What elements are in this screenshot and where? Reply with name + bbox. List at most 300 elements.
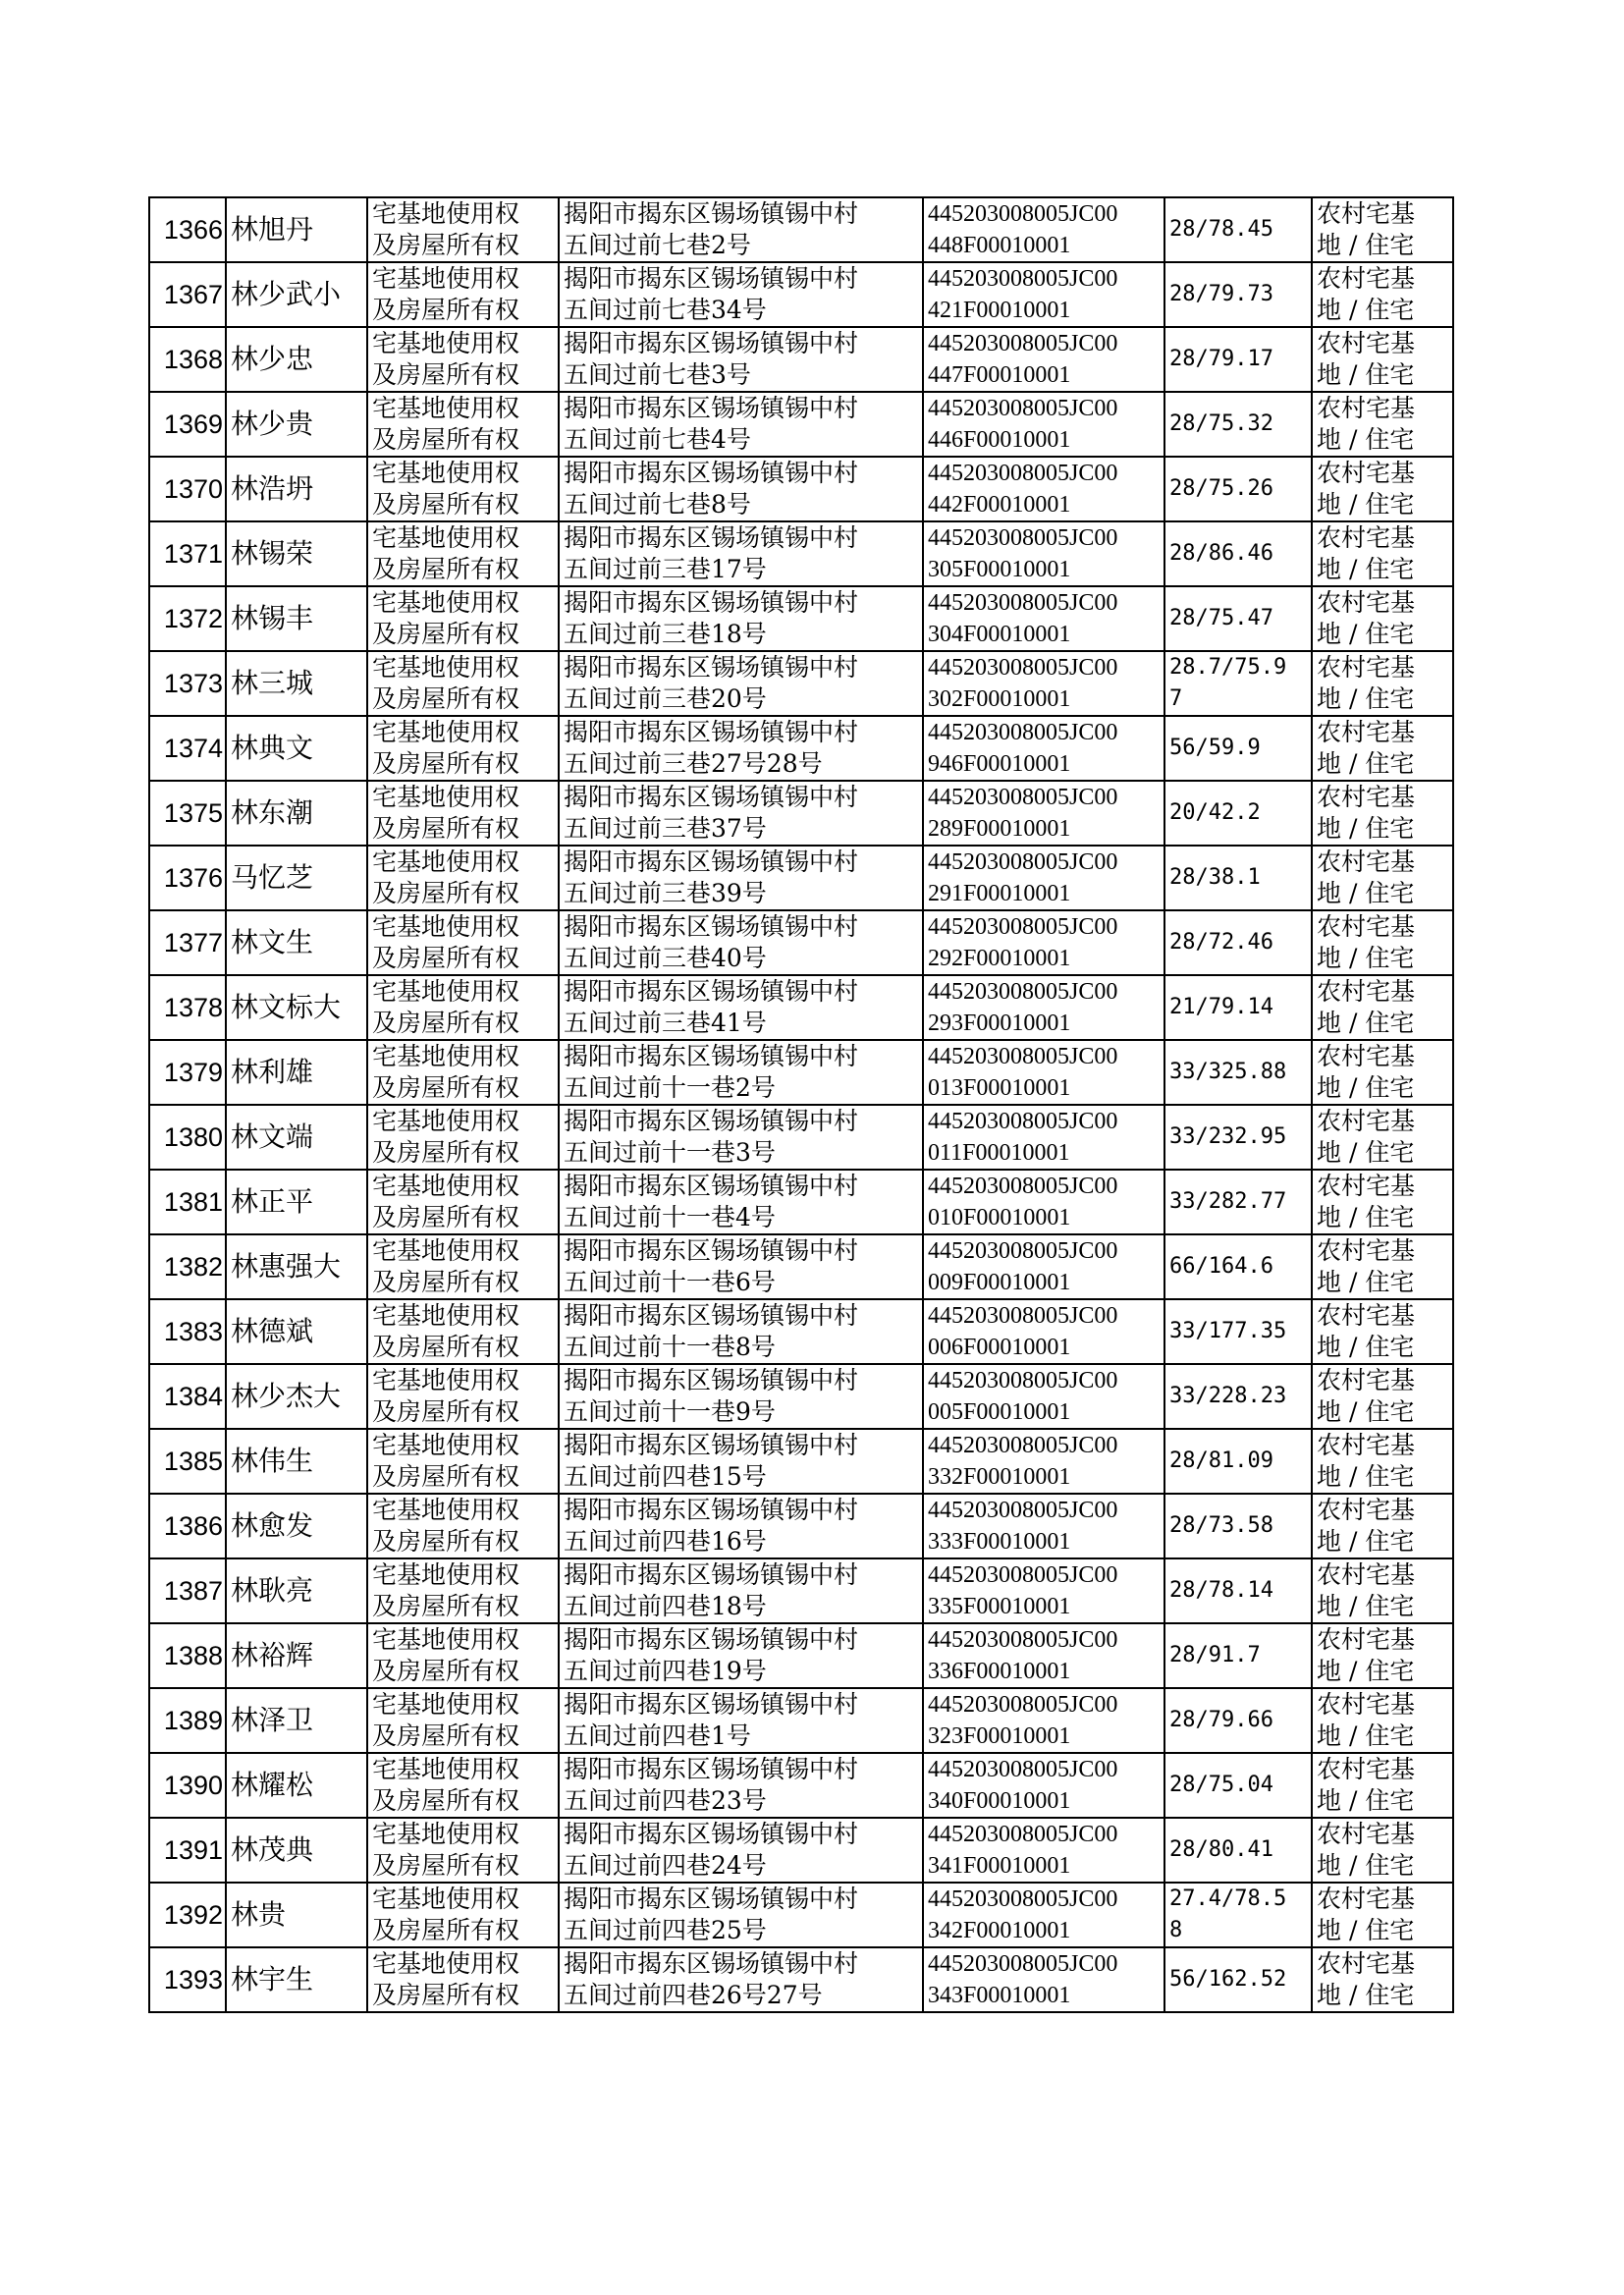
address-cell-line: 揭阳市揭东区锡场镇锡中村 [564, 1172, 859, 1200]
area-cell-line: 33/232.95 [1169, 1124, 1287, 1149]
area-cell [1164, 262, 1312, 327]
right-type-cell-line: 及房屋所有权 [372, 1981, 520, 2009]
land-use-cell-line: 地 / 住宅 [1317, 1721, 1415, 1750]
unit-code-cell-line: 445203008005JC00 [928, 1498, 1118, 1523]
address-cell [559, 1105, 923, 1170]
right-type-cell [367, 197, 559, 262]
right-type-cell-line: 宅基地使用权 [372, 1755, 520, 1783]
address-cell-line: 揭阳市揭东区锡场镇锡中村 [564, 329, 859, 357]
land-use-cell-line: 地 / 住宅 [1317, 231, 1415, 259]
land-use-cell-line: 地 / 住宅 [1317, 1657, 1415, 1685]
land-use-cell-line: 农村宅基 [1317, 1496, 1416, 1524]
address-cell-line: 揭阳市揭东区锡场镇锡中村 [564, 264, 859, 293]
owner-name-cell: 林文端 [226, 1105, 367, 1170]
unit-code-cell [923, 1947, 1164, 2012]
right-type-cell-line: 及房屋所有权 [372, 879, 520, 907]
unit-code-cell-line: 289F00010001 [928, 816, 1071, 842]
address-cell [559, 1753, 923, 1818]
area-cell-line: 28/75.26 [1169, 476, 1273, 501]
land-use-cell-line: 地 / 住宅 [1317, 1592, 1415, 1620]
unit-code-cell-line: 343F00010001 [928, 1983, 1071, 2008]
land-use-cell [1312, 586, 1453, 651]
row-number-cell: 1385 [149, 1429, 226, 1494]
owner-name-cell: 林文标大 [226, 975, 367, 1040]
area-cell [1164, 1818, 1312, 1883]
area-cell-line: 33/282.77 [1169, 1189, 1287, 1214]
address-cell-line: 五间过前七巷3号 [564, 360, 751, 389]
unit-code-cell-line: 333F00010001 [928, 1529, 1071, 1555]
unit-code-cell [923, 910, 1164, 975]
unit-code-cell-line: 445203008005JC00 [928, 785, 1118, 810]
land-use-cell-line: 农村宅基 [1317, 199, 1416, 228]
address-cell [559, 975, 923, 1040]
land-use-cell-line: 地 / 住宅 [1317, 1073, 1415, 1102]
land-use-cell-line: 农村宅基 [1317, 1431, 1416, 1459]
owner-name-cell: 林贵 [226, 1883, 367, 1947]
land-use-cell [1312, 1234, 1453, 1299]
land-use-cell-line: 地 / 住宅 [1317, 684, 1415, 713]
unit-code-cell-line: 445203008005JC00 [928, 525, 1118, 551]
address-cell [559, 910, 923, 975]
land-use-cell-line: 地 / 住宅 [1317, 1203, 1415, 1231]
land-use-cell-line: 农村宅基 [1317, 459, 1416, 487]
address-cell-line: 五间过前四巷19号 [564, 1657, 767, 1685]
unit-code-cell-line: 302F00010001 [928, 686, 1071, 712]
right-type-cell-line: 宅基地使用权 [372, 1625, 520, 1654]
unit-code-cell-line: 293F00010001 [928, 1011, 1071, 1036]
table-row [149, 262, 1453, 327]
area-cell [1164, 1105, 1312, 1170]
address-cell [559, 1883, 923, 1947]
right-type-cell-line: 及房屋所有权 [372, 296, 520, 324]
land-use-cell [1312, 1429, 1453, 1494]
unit-code-cell-line: 332F00010001 [928, 1464, 1071, 1490]
area-cell-line: 28/78.45 [1169, 217, 1273, 242]
unit-code-cell-line: 448F00010001 [928, 233, 1071, 258]
unit-code-cell [923, 327, 1164, 392]
unit-code-cell-line: 304F00010001 [928, 622, 1071, 647]
unit-code-cell-line: 445203008005JC00 [928, 1368, 1118, 1393]
table-row [149, 1170, 1453, 1234]
right-type-cell-line: 宅基地使用权 [372, 459, 520, 487]
right-type-cell-line: 宅基地使用权 [372, 1366, 520, 1394]
address-cell-line: 五间过前七巷2号 [564, 231, 751, 259]
area-cell-line: 28.7/75.9 [1169, 655, 1287, 680]
area-cell [1164, 651, 1312, 716]
table-row [149, 1623, 1453, 1688]
land-use-cell-line: 地 / 住宅 [1317, 620, 1415, 648]
address-cell-line: 五间过前十一巷2号 [564, 1073, 776, 1102]
land-use-cell [1312, 1753, 1453, 1818]
land-use-cell [1312, 1558, 1453, 1623]
right-type-cell [367, 1364, 559, 1429]
land-use-cell-line: 农村宅基 [1317, 329, 1416, 357]
address-cell-line: 揭阳市揭东区锡场镇锡中村 [564, 1366, 859, 1394]
address-cell [559, 1558, 923, 1623]
right-type-cell-line: 宅基地使用权 [372, 264, 520, 293]
area-cell [1164, 1883, 1312, 1947]
row-number-cell: 1390 [149, 1753, 226, 1818]
land-use-cell [1312, 1883, 1453, 1947]
area-cell-line: 28/79.73 [1169, 282, 1273, 306]
unit-code-cell-line: 445203008005JC00 [928, 1757, 1118, 1782]
address-cell-line: 五间过前十一巷6号 [564, 1268, 776, 1296]
right-type-cell-line: 及房屋所有权 [372, 1073, 520, 1102]
land-use-cell-line: 地 / 住宅 [1317, 1009, 1415, 1037]
address-cell-line: 揭阳市揭东区锡场镇锡中村 [564, 912, 859, 941]
table-row [149, 1429, 1453, 1494]
right-type-cell-line: 宅基地使用权 [372, 783, 520, 811]
unit-code-cell-line: 445203008005JC00 [928, 1174, 1118, 1199]
owner-name-cell: 林伟生 [226, 1429, 367, 1494]
unit-code-cell [923, 781, 1164, 846]
unit-code-cell-line: 446F00010001 [928, 427, 1071, 453]
right-type-cell [367, 1105, 559, 1170]
area-cell-line: 33/177.35 [1169, 1319, 1287, 1343]
table-row [149, 1883, 1453, 1947]
right-type-cell-line: 宅基地使用权 [372, 1885, 520, 1913]
table-row [149, 586, 1453, 651]
area-cell [1164, 1234, 1312, 1299]
right-type-cell-line: 宅基地使用权 [372, 588, 520, 617]
address-cell-line: 揭阳市揭东区锡场镇锡中村 [564, 1820, 859, 1848]
unit-code-cell-line: 445203008005JC00 [928, 1433, 1118, 1458]
owner-name-cell: 林少杰大 [226, 1364, 367, 1429]
owner-name-cell: 林浩坍 [226, 457, 367, 521]
row-number-cell: 1392 [149, 1883, 226, 1947]
land-use-cell-line: 地 / 住宅 [1317, 879, 1415, 907]
right-type-cell-line: 及房屋所有权 [372, 1333, 520, 1361]
address-cell-line: 五间过前四巷23号 [564, 1786, 767, 1815]
address-cell [559, 521, 923, 586]
address-cell [559, 781, 923, 846]
address-cell [559, 1818, 923, 1883]
unit-code-cell [923, 1040, 1164, 1105]
right-type-cell-line: 宅基地使用权 [372, 199, 520, 228]
land-use-cell [1312, 1947, 1453, 2012]
right-type-cell [367, 716, 559, 781]
area-cell [1164, 1429, 1312, 1494]
area-cell [1164, 1753, 1312, 1818]
address-cell [559, 1623, 923, 1688]
area-cell [1164, 975, 1312, 1040]
row-number-cell: 1379 [149, 1040, 226, 1105]
land-use-cell-line: 地 / 住宅 [1317, 814, 1415, 843]
unit-code-cell-line: 445203008005JC00 [928, 1109, 1118, 1134]
area-cell [1164, 910, 1312, 975]
unit-code-cell-line: 445203008005JC00 [928, 914, 1118, 940]
right-type-cell [367, 457, 559, 521]
land-use-cell-line: 地 / 住宅 [1317, 1333, 1415, 1361]
unit-code-cell-line: 341F00010001 [928, 1853, 1071, 1879]
area-cell-line: 28/78.14 [1169, 1578, 1273, 1603]
right-type-cell [367, 651, 559, 716]
address-cell-line: 揭阳市揭东区锡场镇锡中村 [564, 847, 859, 876]
address-cell [559, 1429, 923, 1494]
land-use-cell-line: 地 / 住宅 [1317, 490, 1415, 519]
address-cell-line: 五间过前七巷34号 [564, 296, 767, 324]
unit-code-cell [923, 1299, 1164, 1364]
land-use-cell [1312, 651, 1453, 716]
land-use-cell [1312, 1494, 1453, 1558]
unit-code-cell-line: 445203008005JC00 [928, 396, 1118, 421]
land-use-cell [1312, 392, 1453, 457]
area-cell [1164, 392, 1312, 457]
land-use-cell-line: 农村宅基 [1317, 264, 1416, 293]
unit-code-cell [923, 1623, 1164, 1688]
area-cell-line: 20/42.2 [1169, 800, 1261, 825]
area-cell [1164, 1558, 1312, 1623]
land-use-cell-line: 地 / 住宅 [1317, 1397, 1415, 1426]
right-type-cell-line: 宅基地使用权 [372, 912, 520, 941]
unit-code-cell-line: 445203008005JC00 [928, 1627, 1118, 1653]
area-cell-line: 7 [1169, 686, 1183, 711]
table-row [149, 1040, 1453, 1105]
unit-code-cell-line: 292F00010001 [928, 946, 1071, 971]
right-type-cell-line: 及房屋所有权 [372, 1916, 520, 1944]
address-cell-line: 揭阳市揭东区锡场镇锡中村 [564, 1042, 859, 1070]
row-number-cell: 1374 [149, 716, 226, 781]
unit-code-cell-line: 009F00010001 [928, 1270, 1071, 1295]
unit-code-cell-line: 445203008005JC00 [928, 1886, 1118, 1912]
land-use-cell-line: 地 / 住宅 [1317, 296, 1415, 324]
address-cell [559, 457, 923, 521]
table-row [149, 1494, 1453, 1558]
land-use-cell [1312, 1170, 1453, 1234]
right-type-cell-line: 宅基地使用权 [372, 1107, 520, 1135]
area-cell [1164, 716, 1312, 781]
right-type-cell [367, 1234, 559, 1299]
land-use-cell-line: 地 / 住宅 [1317, 555, 1415, 583]
row-number-cell: 1377 [149, 910, 226, 975]
address-cell-line: 五间过前四巷16号 [564, 1527, 767, 1556]
land-use-cell-line: 农村宅基 [1317, 912, 1416, 941]
right-type-cell [367, 521, 559, 586]
right-type-cell-line: 宅基地使用权 [372, 653, 520, 682]
unit-code-cell-line: 445203008005JC00 [928, 1562, 1118, 1588]
right-type-cell-line: 宅基地使用权 [372, 847, 520, 876]
unit-code-cell-line: 005F00010001 [928, 1399, 1071, 1425]
address-cell-line: 揭阳市揭东区锡场镇锡中村 [564, 199, 859, 228]
area-cell-line: 28/75.04 [1169, 1773, 1273, 1797]
table-row [149, 1364, 1453, 1429]
right-type-cell-line: 及房屋所有权 [372, 1268, 520, 1296]
area-cell [1164, 1170, 1312, 1234]
address-cell-line: 揭阳市揭东区锡场镇锡中村 [564, 718, 859, 746]
area-cell-line: 28/72.46 [1169, 930, 1273, 955]
land-use-cell-line: 农村宅基 [1317, 1107, 1416, 1135]
row-number-cell: 1371 [149, 521, 226, 586]
land-use-cell [1312, 1299, 1453, 1364]
area-cell-line: 33/228.23 [1169, 1384, 1287, 1408]
area-cell [1164, 846, 1312, 910]
table-body [149, 197, 1453, 2012]
land-use-cell-line: 地 / 住宅 [1317, 1916, 1415, 1944]
right-type-cell [367, 1623, 559, 1688]
right-type-cell-line: 宅基地使用权 [372, 1560, 520, 1589]
right-type-cell [367, 1947, 559, 2012]
address-cell [559, 1170, 923, 1234]
owner-name-cell: 林正平 [226, 1170, 367, 1234]
land-use-cell-line: 农村宅基 [1317, 588, 1416, 617]
right-type-cell-line: 及房屋所有权 [372, 1009, 520, 1037]
address-cell-line: 揭阳市揭东区锡场镇锡中村 [564, 1431, 859, 1459]
right-type-cell [367, 910, 559, 975]
right-type-cell [367, 392, 559, 457]
address-cell-line: 揭阳市揭东区锡场镇锡中村 [564, 588, 859, 617]
unit-code-cell [923, 846, 1164, 910]
address-cell [559, 1688, 923, 1753]
owner-name-cell: 林锡荣 [226, 521, 367, 586]
land-use-cell-line: 农村宅基 [1317, 847, 1416, 876]
right-type-cell [367, 1299, 559, 1364]
unit-code-cell-line: 946F00010001 [928, 751, 1071, 777]
table-row [149, 1105, 1453, 1170]
unit-code-cell [923, 262, 1164, 327]
right-type-cell-line: 及房屋所有权 [372, 1527, 520, 1556]
unit-code-cell [923, 1234, 1164, 1299]
right-type-cell-line: 及房屋所有权 [372, 944, 520, 972]
unit-code-cell [923, 716, 1164, 781]
owner-name-cell: 林三城 [226, 651, 367, 716]
land-use-cell [1312, 262, 1453, 327]
land-use-cell-line: 农村宅基 [1317, 653, 1416, 682]
land-use-cell [1312, 457, 1453, 521]
right-type-cell-line: 宅基地使用权 [372, 1820, 520, 1848]
right-type-cell-line: 及房屋所有权 [372, 1657, 520, 1685]
unit-code-cell-line: 305F00010001 [928, 557, 1071, 582]
row-number-cell: 1380 [149, 1105, 226, 1170]
unit-code-cell [923, 521, 1164, 586]
row-number-cell: 1373 [149, 651, 226, 716]
table-row [149, 1688, 1453, 1753]
address-cell-line: 揭阳市揭东区锡场镇锡中村 [564, 1625, 859, 1654]
table-row [149, 975, 1453, 1040]
address-cell-line: 揭阳市揭东区锡场镇锡中村 [564, 1755, 859, 1783]
land-use-cell-line: 农村宅基 [1317, 394, 1416, 422]
area-cell-line: 28/86.46 [1169, 541, 1273, 566]
unit-code-cell-line: 291F00010001 [928, 881, 1071, 906]
right-type-cell-line: 宅基地使用权 [372, 1236, 520, 1265]
right-type-cell [367, 1170, 559, 1234]
row-number-cell: 1372 [149, 586, 226, 651]
land-use-cell-line: 地 / 住宅 [1317, 1138, 1415, 1167]
area-cell-line: 8 [1169, 1918, 1183, 1942]
land-use-cell [1312, 1688, 1453, 1753]
row-number-cell: 1383 [149, 1299, 226, 1364]
address-cell-line: 五间过前三巷18号 [564, 620, 767, 648]
owner-name-cell: 林耿亮 [226, 1558, 367, 1623]
unit-code-cell-line: 445203008005JC00 [928, 720, 1118, 745]
row-number-cell: 1369 [149, 392, 226, 457]
unit-code-cell-line: 445203008005JC00 [928, 1044, 1118, 1069]
address-cell-line: 揭阳市揭东区锡场镇锡中村 [564, 459, 859, 487]
address-cell [559, 846, 923, 910]
table-row [149, 521, 1453, 586]
address-cell-line: 揭阳市揭东区锡场镇锡中村 [564, 1885, 859, 1913]
unit-code-cell [923, 197, 1164, 262]
table-row [149, 846, 1453, 910]
right-type-cell [367, 586, 559, 651]
unit-code-cell-line: 006F00010001 [928, 1335, 1071, 1360]
land-use-cell-line: 农村宅基 [1317, 523, 1416, 552]
address-cell [559, 1947, 923, 2012]
right-type-cell-line: 宅基地使用权 [372, 329, 520, 357]
right-type-cell-line: 及房屋所有权 [372, 231, 520, 259]
land-use-cell-line: 农村宅基 [1317, 1560, 1416, 1589]
land-use-cell [1312, 327, 1453, 392]
area-cell-line: 28/80.41 [1169, 1837, 1273, 1862]
land-use-cell-line: 农村宅基 [1317, 977, 1416, 1006]
right-type-cell-line: 及房屋所有权 [372, 1721, 520, 1750]
land-use-cell-line: 农村宅基 [1317, 1885, 1416, 1913]
area-cell-line: 56/59.9 [1169, 736, 1261, 760]
land-use-cell-line: 地 / 住宅 [1317, 360, 1415, 389]
address-cell [559, 651, 923, 716]
area-cell [1164, 586, 1312, 651]
unit-code-cell [923, 1105, 1164, 1170]
land-use-cell-line: 地 / 住宅 [1317, 1981, 1415, 2009]
address-cell [559, 327, 923, 392]
right-type-cell [367, 1494, 559, 1558]
right-type-cell-line: 及房屋所有权 [372, 620, 520, 648]
address-cell-line: 五间过前四巷18号 [564, 1592, 767, 1620]
area-cell-line: 28/38.1 [1169, 865, 1261, 890]
right-type-cell-line: 及房屋所有权 [372, 1462, 520, 1491]
address-cell-line: 揭阳市揭东区锡场镇锡中村 [564, 1301, 859, 1330]
owner-name-cell: 林裕辉 [226, 1623, 367, 1688]
row-number-cell: 1381 [149, 1170, 226, 1234]
right-type-cell-line: 宅基地使用权 [372, 1042, 520, 1070]
row-number-cell: 1388 [149, 1623, 226, 1688]
address-cell-line: 五间过前三巷40号 [564, 944, 767, 972]
address-cell-line: 揭阳市揭东区锡场镇锡中村 [564, 1107, 859, 1135]
unit-code-cell [923, 1688, 1164, 1753]
area-cell-line: 28/81.09 [1169, 1448, 1273, 1473]
owner-name-cell: 林耀松 [226, 1753, 367, 1818]
owner-name-cell: 林愈发 [226, 1494, 367, 1558]
land-use-cell [1312, 716, 1453, 781]
table-row [149, 1234, 1453, 1299]
unit-code-cell [923, 975, 1164, 1040]
address-cell-line: 五间过前十一巷4号 [564, 1203, 776, 1231]
row-number-cell: 1366 [149, 197, 226, 262]
area-cell-line: 27.4/78.5 [1169, 1886, 1287, 1911]
owner-name-cell: 林少武小 [226, 262, 367, 327]
address-cell [559, 716, 923, 781]
table-row [149, 1818, 1453, 1883]
land-use-cell-line: 地 / 住宅 [1317, 425, 1415, 454]
address-cell-line: 五间过前四巷15号 [564, 1462, 767, 1491]
land-use-cell-line: 农村宅基 [1317, 1755, 1416, 1783]
unit-code-cell [923, 457, 1164, 521]
unit-code-cell [923, 1883, 1164, 1947]
land-use-cell-line: 农村宅基 [1317, 1236, 1416, 1265]
right-type-cell [367, 781, 559, 846]
right-type-cell-line: 及房屋所有权 [372, 1786, 520, 1815]
area-cell-line: 28/75.32 [1169, 411, 1273, 436]
address-cell-line: 五间过前七巷4号 [564, 425, 751, 454]
table-row [149, 392, 1453, 457]
area-cell [1164, 781, 1312, 846]
address-cell-line: 揭阳市揭东区锡场镇锡中村 [564, 1496, 859, 1524]
area-cell [1164, 1364, 1312, 1429]
unit-code-cell-line: 445203008005JC00 [928, 979, 1118, 1005]
land-use-cell-line: 农村宅基 [1317, 1625, 1416, 1654]
right-type-cell-line: 及房屋所有权 [372, 1592, 520, 1620]
land-use-cell-line: 农村宅基 [1317, 1949, 1416, 1978]
unit-code-cell-line: 445203008005JC00 [928, 849, 1118, 875]
